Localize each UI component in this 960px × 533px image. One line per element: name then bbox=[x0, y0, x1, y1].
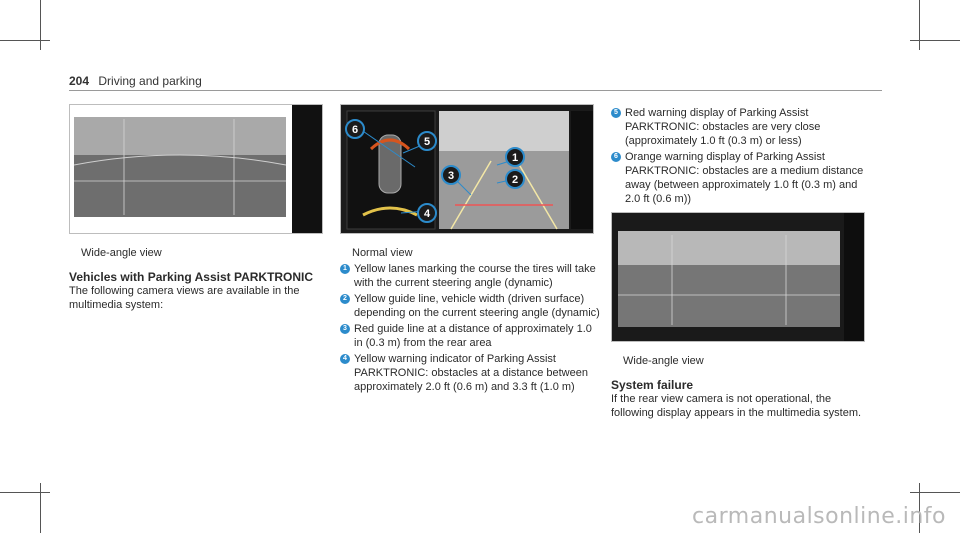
figure-caption: Wide-angle view bbox=[81, 247, 162, 259]
callout-6: 6 bbox=[351, 124, 359, 136]
right-column-text bbox=[611, 354, 871, 420]
wide-angle-camera-view bbox=[612, 213, 865, 342]
page-header bbox=[69, 74, 202, 88]
legend-text: Orange warning display of Parking Assist PARKTRONIC: obstacles are a medium distance away (between approximately 1.0 ft (0.3 m) and 2.0 ft (0.6 m)) bbox=[625, 151, 864, 205]
legend-list bbox=[611, 106, 871, 206]
callout-3: 3 bbox=[447, 170, 455, 182]
header-divider bbox=[69, 90, 882, 91]
number-badge: 4 bbox=[340, 354, 350, 364]
page-number: 204 bbox=[69, 74, 90, 88]
system-failure-camera-image bbox=[611, 212, 865, 342]
legend-item bbox=[340, 292, 600, 320]
section-title: Driving and parking bbox=[98, 74, 202, 88]
figure-caption: Wide-angle view bbox=[623, 355, 704, 367]
section-heading: System failure bbox=[611, 378, 694, 392]
legend-item bbox=[611, 150, 871, 206]
number-badge: 1 bbox=[340, 264, 350, 274]
legend-item bbox=[340, 352, 600, 394]
legend-text: Yellow guide line, vehicle width (driven surface) depending on the current steering angle (dynamic) bbox=[354, 293, 600, 319]
legend-text: Yellow lanes marking the course the tires will take with the current steering angle (dynamic) bbox=[354, 263, 596, 289]
legend-list bbox=[340, 262, 600, 394]
callout-1: 1 bbox=[511, 152, 519, 164]
normal-camera-view bbox=[341, 105, 594, 234]
right-column-legend bbox=[611, 104, 871, 206]
number-badge: 3 bbox=[340, 324, 350, 334]
legend-text: Red warning display of Parking Assist PARKTRONIC: obstacles are very close (approximately 1.0 ft (0.3 m) or less) bbox=[625, 107, 821, 147]
legend-text: Red guide line at a distance of approximately 1.0 in (0.3 m) from the rear area bbox=[354, 323, 592, 349]
middle-column-text bbox=[340, 246, 600, 394]
legend-item bbox=[340, 322, 600, 350]
crop-mark bbox=[919, 0, 920, 50]
site-watermark: carmanualsonline.info bbox=[692, 504, 946, 529]
number-badge: 2 bbox=[340, 294, 350, 304]
crop-mark bbox=[40, 0, 41, 50]
body-text: If the rear view camera is not operational, the following display appears in the multimedia system. bbox=[611, 393, 862, 419]
legend-text: Yellow warning indicator of Parking Assist PARKTRONIC: obstacles at a distance between approximately 2.0 ft (0.6 m) and 3.3 ft (1.0 m) bbox=[354, 353, 588, 393]
crop-mark bbox=[910, 492, 960, 493]
wide-angle-camera-image bbox=[69, 104, 323, 234]
left-column-text bbox=[69, 246, 329, 312]
body-text: The following camera views are available in the multimedia system: bbox=[69, 285, 300, 311]
crop-mark bbox=[0, 40, 50, 41]
legend-item bbox=[611, 106, 871, 148]
callout-4: 4 bbox=[423, 208, 431, 220]
wide-angle-camera-view bbox=[70, 105, 323, 234]
crop-mark bbox=[910, 40, 960, 41]
number-badge: 6 bbox=[611, 152, 621, 162]
section-heading: Vehicles with Parking Assist PARKTRONIC bbox=[69, 270, 314, 284]
crop-mark bbox=[0, 492, 50, 493]
normal-view-image bbox=[340, 104, 594, 234]
callout-5: 5 bbox=[423, 136, 431, 148]
crop-mark bbox=[40, 483, 41, 533]
callout-2: 2 bbox=[511, 174, 519, 186]
number-badge: 5 bbox=[611, 108, 621, 118]
legend-item bbox=[340, 262, 600, 290]
figure-caption: Normal view bbox=[352, 247, 413, 259]
